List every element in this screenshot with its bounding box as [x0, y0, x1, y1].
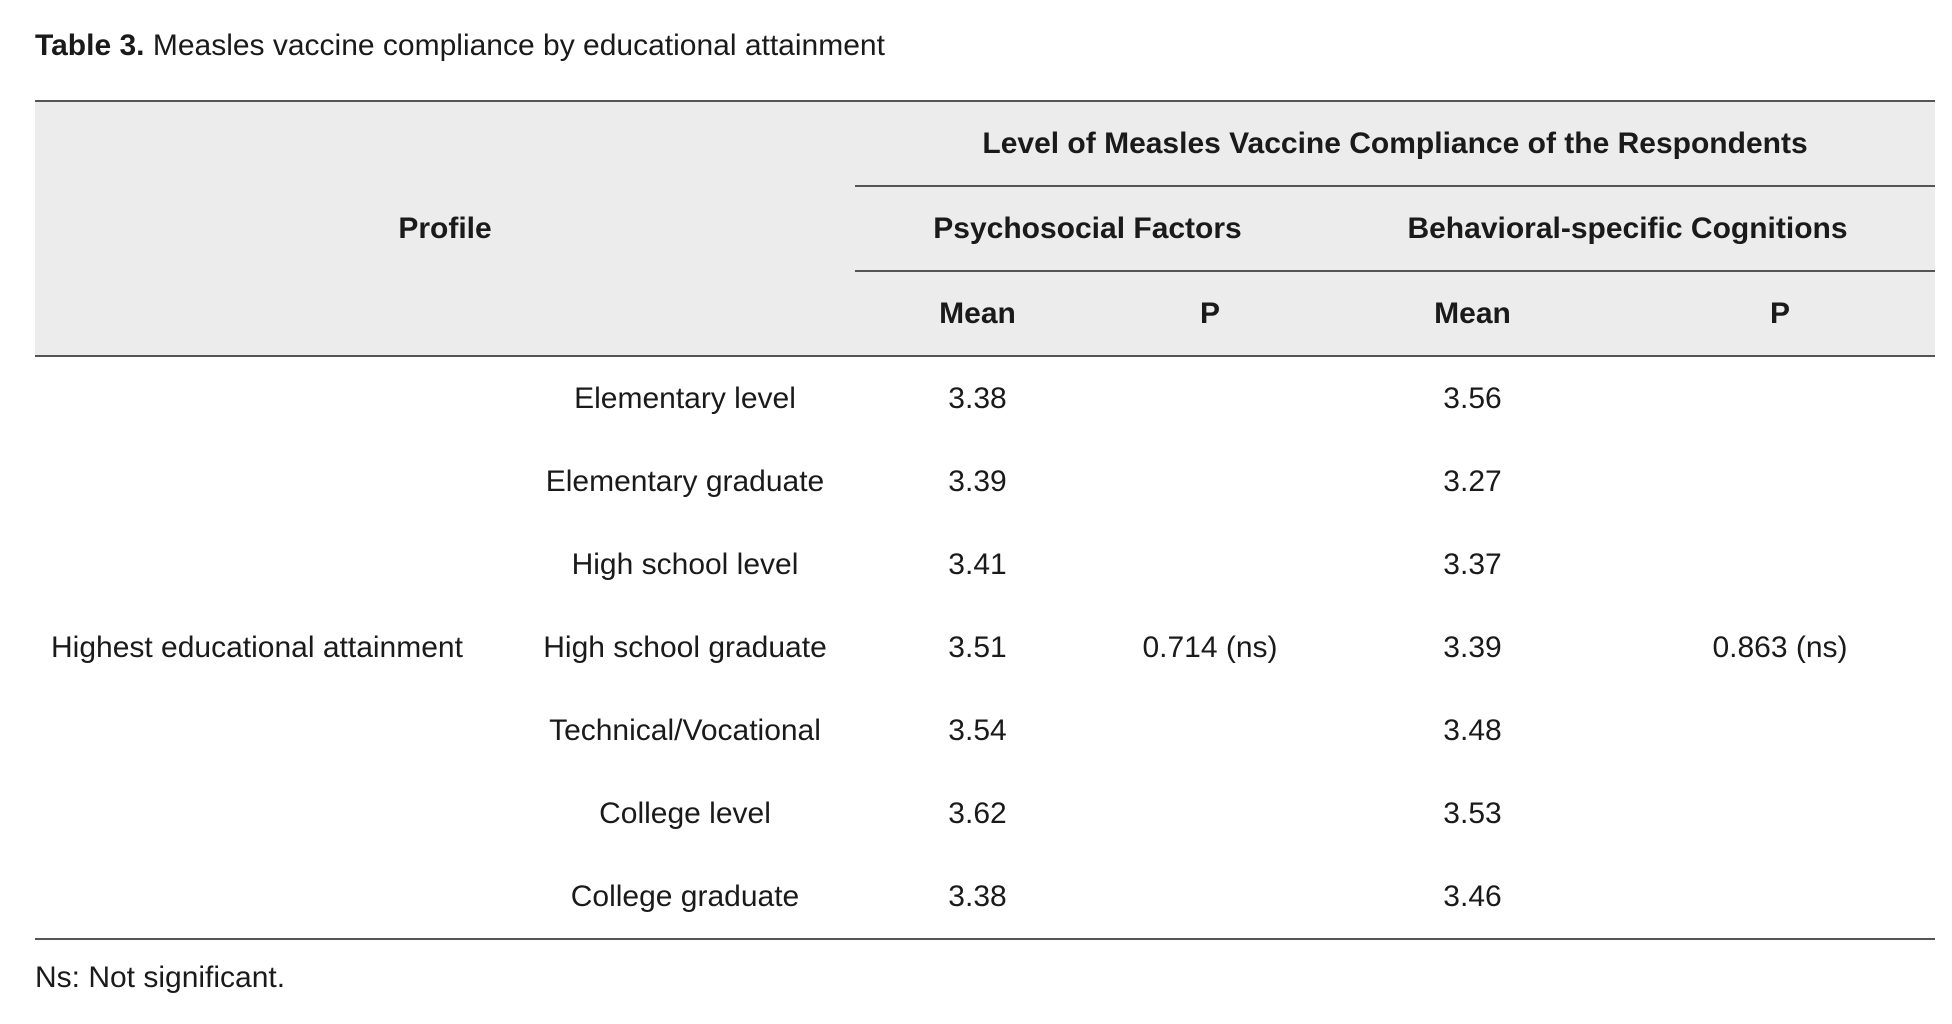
psychosocial-header: Psychosocial Factors: [855, 186, 1320, 271]
psychosocial-mean-cell: 3.51: [948, 630, 1007, 664]
behavioral-mean-header: Mean: [1320, 271, 1625, 356]
behavioral-p-header: P: [1625, 271, 1935, 356]
level-label: High school graduate: [543, 630, 827, 664]
main-group-header: Level of Measles Vaccine Compliance of the Respondents: [855, 101, 1935, 186]
psychosocial-p-cell: [1100, 772, 1320, 855]
behavioral-mean-cell: 3.56: [1443, 381, 1502, 415]
level-label: Elementary level: [574, 381, 796, 415]
table-row: [35, 356, 1935, 440]
behavioral-mean-cell: 3.39: [1443, 630, 1502, 664]
caption-text: Measles vaccine compliance by educational attainment: [152, 29, 885, 62]
psychosocial-mean-cell: 3.41: [948, 547, 1007, 581]
level-label: High school level: [571, 547, 799, 581]
table-row: [35, 523, 1935, 606]
psychosocial-p-header: P: [1100, 271, 1320, 356]
category-label: Highest educational attainment: [51, 630, 463, 664]
behavioral-mean-cell: 3.27: [1443, 464, 1502, 498]
caption-label: Table 3.: [35, 29, 145, 62]
table-footnote: Ns: Not significant.: [35, 961, 286, 994]
profile-cell: [35, 440, 855, 523]
table-row: [35, 855, 1935, 939]
profile-cell: [35, 689, 855, 772]
psychosocial-p-cell: [1100, 523, 1320, 606]
behavioral-p-cell: [1625, 689, 1935, 772]
psychosocial-p-cell: [1100, 356, 1320, 440]
psychosocial-mean-cell: 3.39: [948, 464, 1007, 498]
profile-cell: [35, 356, 855, 440]
table-row: [35, 440, 1935, 523]
psychosocial-p-value: 0.714 (ns): [1142, 630, 1278, 664]
behavioral-mean-cell: 3.53: [1443, 796, 1502, 830]
behavioral-header: Behavioral-specific Cognitions: [1320, 186, 1935, 271]
psychosocial-mean-cell: 3.38: [855, 855, 1100, 939]
behavioral-mean-cell: 3.46: [1320, 855, 1625, 939]
table-row: [35, 689, 1935, 772]
psychosocial-mean-cell: 3.54: [948, 713, 1007, 747]
behavioral-p-cell: [1625, 440, 1935, 523]
behavioral-p-cell: [1625, 523, 1935, 606]
compliance-table: [35, 100, 1935, 940]
behavioral-p-value: 0.863 (ns): [1712, 630, 1848, 664]
profile-cell: [35, 523, 855, 606]
psychosocial-p-cell: [1100, 689, 1320, 772]
psychosocial-p-cell: [1100, 440, 1320, 523]
profile-cell: [35, 855, 855, 939]
profile-header: Profile: [35, 101, 855, 356]
behavioral-p-cell: [1625, 356, 1935, 440]
level-label: Elementary graduate: [545, 464, 825, 498]
level-label: College graduate: [570, 879, 800, 913]
table-row: [35, 772, 1935, 855]
psychosocial-mean-cell: 3.38: [948, 381, 1007, 415]
behavioral-mean-cell: 3.48: [1443, 713, 1502, 747]
psychosocial-mean-header: Mean: [855, 271, 1100, 356]
psychosocial-mean-cell: 3.62: [948, 796, 1007, 830]
table-caption: [35, 26, 885, 66]
level-label: Technical/Vocational: [549, 713, 821, 747]
profile-cell: [35, 606, 855, 689]
profile-cell: [35, 772, 855, 855]
behavioral-p-cell: [1625, 855, 1935, 939]
psychosocial-p-cell: [1100, 855, 1320, 939]
behavioral-mean-cell: 3.37: [1443, 547, 1502, 581]
level-label: College level: [599, 796, 771, 830]
behavioral-p-cell: [1625, 772, 1935, 855]
table-row: [35, 606, 1935, 689]
